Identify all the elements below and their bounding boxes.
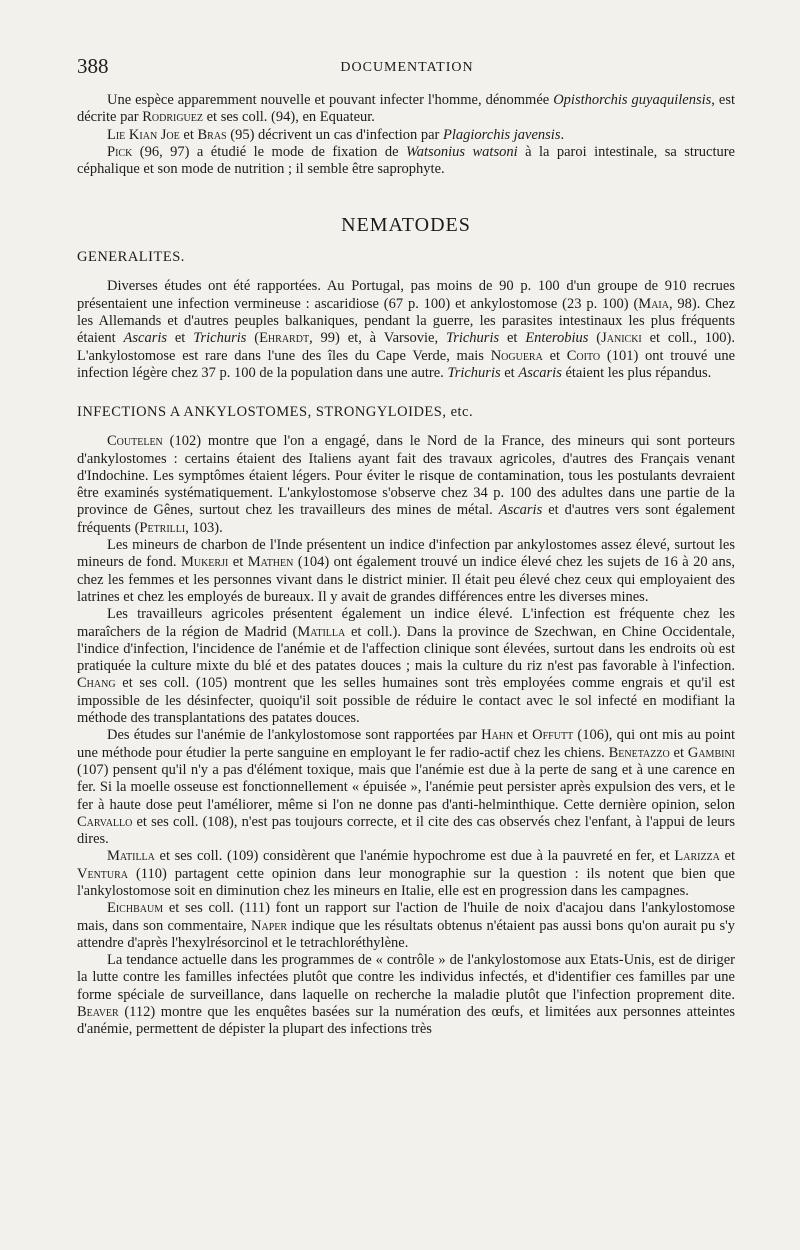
author-name: Coito — [566, 347, 601, 364]
author-name: Matilla — [107, 848, 155, 865]
species-name: Ascaris — [518, 364, 562, 381]
running-title: DOCUMENTATION — [340, 60, 474, 75]
author-name: Naper — [251, 917, 288, 934]
author-name: Hahn — [481, 727, 514, 744]
page-number: 388 — [77, 54, 109, 78]
author-name: Beaver — [77, 1004, 119, 1021]
paragraph-generalites: Diverses études ont été rapportées. Au Portugal, pas moins de 90 p. 100 d'un groupe de 910 recrues présentaient une infection vermineuse : ascaridiose (67 p. 100) et ankylostomose (23 p. 100) (Maia, 98). Chez les Allemands et d'autres peuples balkaniques, pendant la guerre, les parasites intestinaux les plus fréquents étaient Ascaris et Trichuris (Ehrardt, 99) et, à Varsovie, Trichuris et Enterobius (Janicki et coll., 100). L'ankylostomose est rare dans l'une des îles du Cape Verde, mais Noguera et Coito (101) ont trouvé une infection légère chez 37 p. 100 de la population dans une autre. Trichuris et Ascaris étaient les plus répandus. — [77, 278, 736, 381]
paragraph-agricoles: Les travailleurs agricoles présentent également un indice élevé. L'infection est fréquente chez les maraîchers de la région de Madrid (Matilla et coll.). Dans la province de Szechwan, en Chine Occidentale, l'indice d'infection, l'incidence de l'anémie et de l'affection clinique sont élevées, surtout dans les endroits où est pratiquée la culture mixte du blé et des patates douces ; mais la culture du riz n'est pas favorable à l'infection. Chang et ses coll. (105) montrent que les selles humaines sont très employées comme engrais et qu'il est impossible de les désinfecter, quoiqu'il soit possible de réduire le contact avec le sol infecté en modifiant la méthode des transplantations des patates douces. — [77, 606, 735, 727]
species-name: Plagiorchis javensis — [443, 126, 561, 143]
paragraph-matilla: Matilla et ses coll. (109) considèrent que l'anémie hypochrome est due à la pauvreté en fer, et Larizza et Ventura (110) partagent cette opinion dans leur monographie sur la question : ils notent que bien que l'ankylostomose soit en diminution chez les mineurs en Italie, elle est en progression dans les campagnes. — [77, 848, 735, 899]
chapter-title: NEMATODES — [341, 214, 471, 237]
author-name: Offutt — [532, 727, 574, 744]
species-name: Watsonius watsoni — [405, 143, 518, 160]
author-name: Ehrardt — [259, 330, 310, 347]
species-name: Trichuris — [445, 330, 500, 347]
author-name: Gambini — [687, 744, 735, 761]
author-name: Carvallo — [77, 813, 133, 830]
page-header — [77, 54, 737, 82]
page-body — [77, 92, 735, 1039]
author-name: Rodriguez — [142, 109, 203, 126]
author-name: Coutelen — [107, 433, 163, 450]
section-heading-generalites: GENERALITES. — [77, 249, 185, 266]
author-name: Larizza — [674, 848, 720, 865]
author-name: Benetazzo — [608, 744, 670, 761]
paragraph-eichbaum: Eichbaum et ses coll. (111) font un rapport sur l'action de l'huile de noix d'acajou dans l'ankylostomose mais, dans son commentaire, Naper indique que les résultats obtenus n'étaient pas aussi bons qu'on aurait pu s'y attendre d'après l'hexylrésorcinol et le tetrachloréthylène. — [77, 900, 735, 951]
paragraph-coutelen: Coutelen (102) montre que l'on a engagé, dans le Nord de la France, des mineurs qui sont porteurs d'ankylostomes : certains étaient des Italiens ayant fait des travaux agricoles, d'autres des Français venant d'Indochine. Les symptômes étaient légers. Pour éviter le risque de contamination, tous les postulants devraient être examinés systématiquement. L'ankylostomose s'observe chez 34 p. 100 des adultes dans une partie de la province de Gênes, surtout chez les travailleurs des mines de métal. Ascaris et d'autres vers sont également fréquents (Petrilli, 103). — [77, 433, 735, 536]
species-name: Opisthorchis guyaquilensis — [553, 92, 712, 108]
species-name: Ascaris — [498, 502, 543, 519]
section-heading-infections: INFECTIONS A ANKYLOSTOMES, STRONGYLOIDES, etc. — [77, 404, 474, 421]
species-name: Enterobius — [525, 330, 589, 347]
author-name: Petrilli — [139, 519, 186, 536]
author-name: Mukerji — [180, 554, 229, 571]
author-name: Eichbaum — [107, 900, 164, 917]
author-name: Chang — [77, 675, 116, 692]
author-name: Matilla — [297, 623, 346, 640]
author-name: Lie Kian Joe — [107, 126, 180, 143]
author-name: Maia — [638, 295, 669, 312]
paragraph-tendance: La tendance actuelle dans les programmes de « contrôle » de l'ankylostomose aux Etats-Unis, est de diriger la lutte contre les familles infectées plutôt que contre les individus infectés, et d'identifier ces familles par une forme spéciale de surveillance, dans laquelle on recherche la maladie plutôt que l'infection proprement dite. Beaver (112) montre que les enquêtes basées sur la numération des œufs, et limitées aux personnes atteintes d'anémie, permettent de dépister la plupart des infections très — [77, 952, 735, 1038]
author-name: Bras — [197, 126, 227, 143]
paragraph-anemie: Des études sur l'anémie de l'ankylostomose sont rapportées par Hahn et Offutt (106), qui ont mis au point une méthode pour étudier la perte sanguine en employant le fer radio-actif chez les chiens. Benetazzo et Gambini (107) pensent qu'il n'y a pas d'élément toxique, mais que l'anémie est due à la perte de sang et à une carence en fer. Si la moelle osseuse est fonctionnellement « épuisée », l'anémie peut persister après expulsion des vers, et le fer à haute dose peut l'améliorer, même si l'on ne donne pas d'anti-helminthique. Cette dernière opinion, selon Carvallo et ses coll. (108), n'est pas toujours correcte, et il cite des cas observés chez l'enfant, à l'appui de leurs dires. — [77, 727, 735, 848]
paragraph-watsonius: Pick (96, 97) a étudié le mode de fixation de Watsonius watsoni à la paroi intestinale, sa structure céphalique et son mode de nutrition ; il semble être saprophyte. — [77, 143, 735, 178]
author-name: Pick — [107, 143, 133, 160]
paragraph-inde: Les mineurs de charbon de l'Inde présentent un indice d'infection par ankylostomes assez élevé, surtout les mineurs de fond. Mukerji et Mathen (104) ont également trouvé un indice élevé chez les sujets de 16 à 20 ans, chez les femmes et les personnes vivant dans le district minier. Il était peu élevé chez ceux qui employaient des latrines et chez les employés de bureaux. Il y avait de grandes différences entre les diverses mines. — [77, 537, 735, 605]
author-name: Mathen — [247, 554, 294, 571]
author-name: Noguera — [490, 347, 543, 364]
author-name: Ventura — [77, 865, 129, 882]
paragraph-opisthorchis: Une espèce apparemment nouvelle et pouvant infecter l'homme, dénommée Opisthorchis guyaquilensis, est décrite par Rodriguez et ses coll. (94), en Equateur. — [77, 92, 735, 126]
author-name: Janicki — [601, 330, 642, 347]
species-name: Ascaris — [123, 330, 168, 347]
paragraph-plagiorchis: Lie Kian Joe et Bras (95) décrivent un cas d'infection par Plagiorchis javensis. — [107, 126, 565, 143]
species-name: Trichuris — [447, 364, 501, 381]
species-name: Trichuris — [193, 330, 247, 347]
